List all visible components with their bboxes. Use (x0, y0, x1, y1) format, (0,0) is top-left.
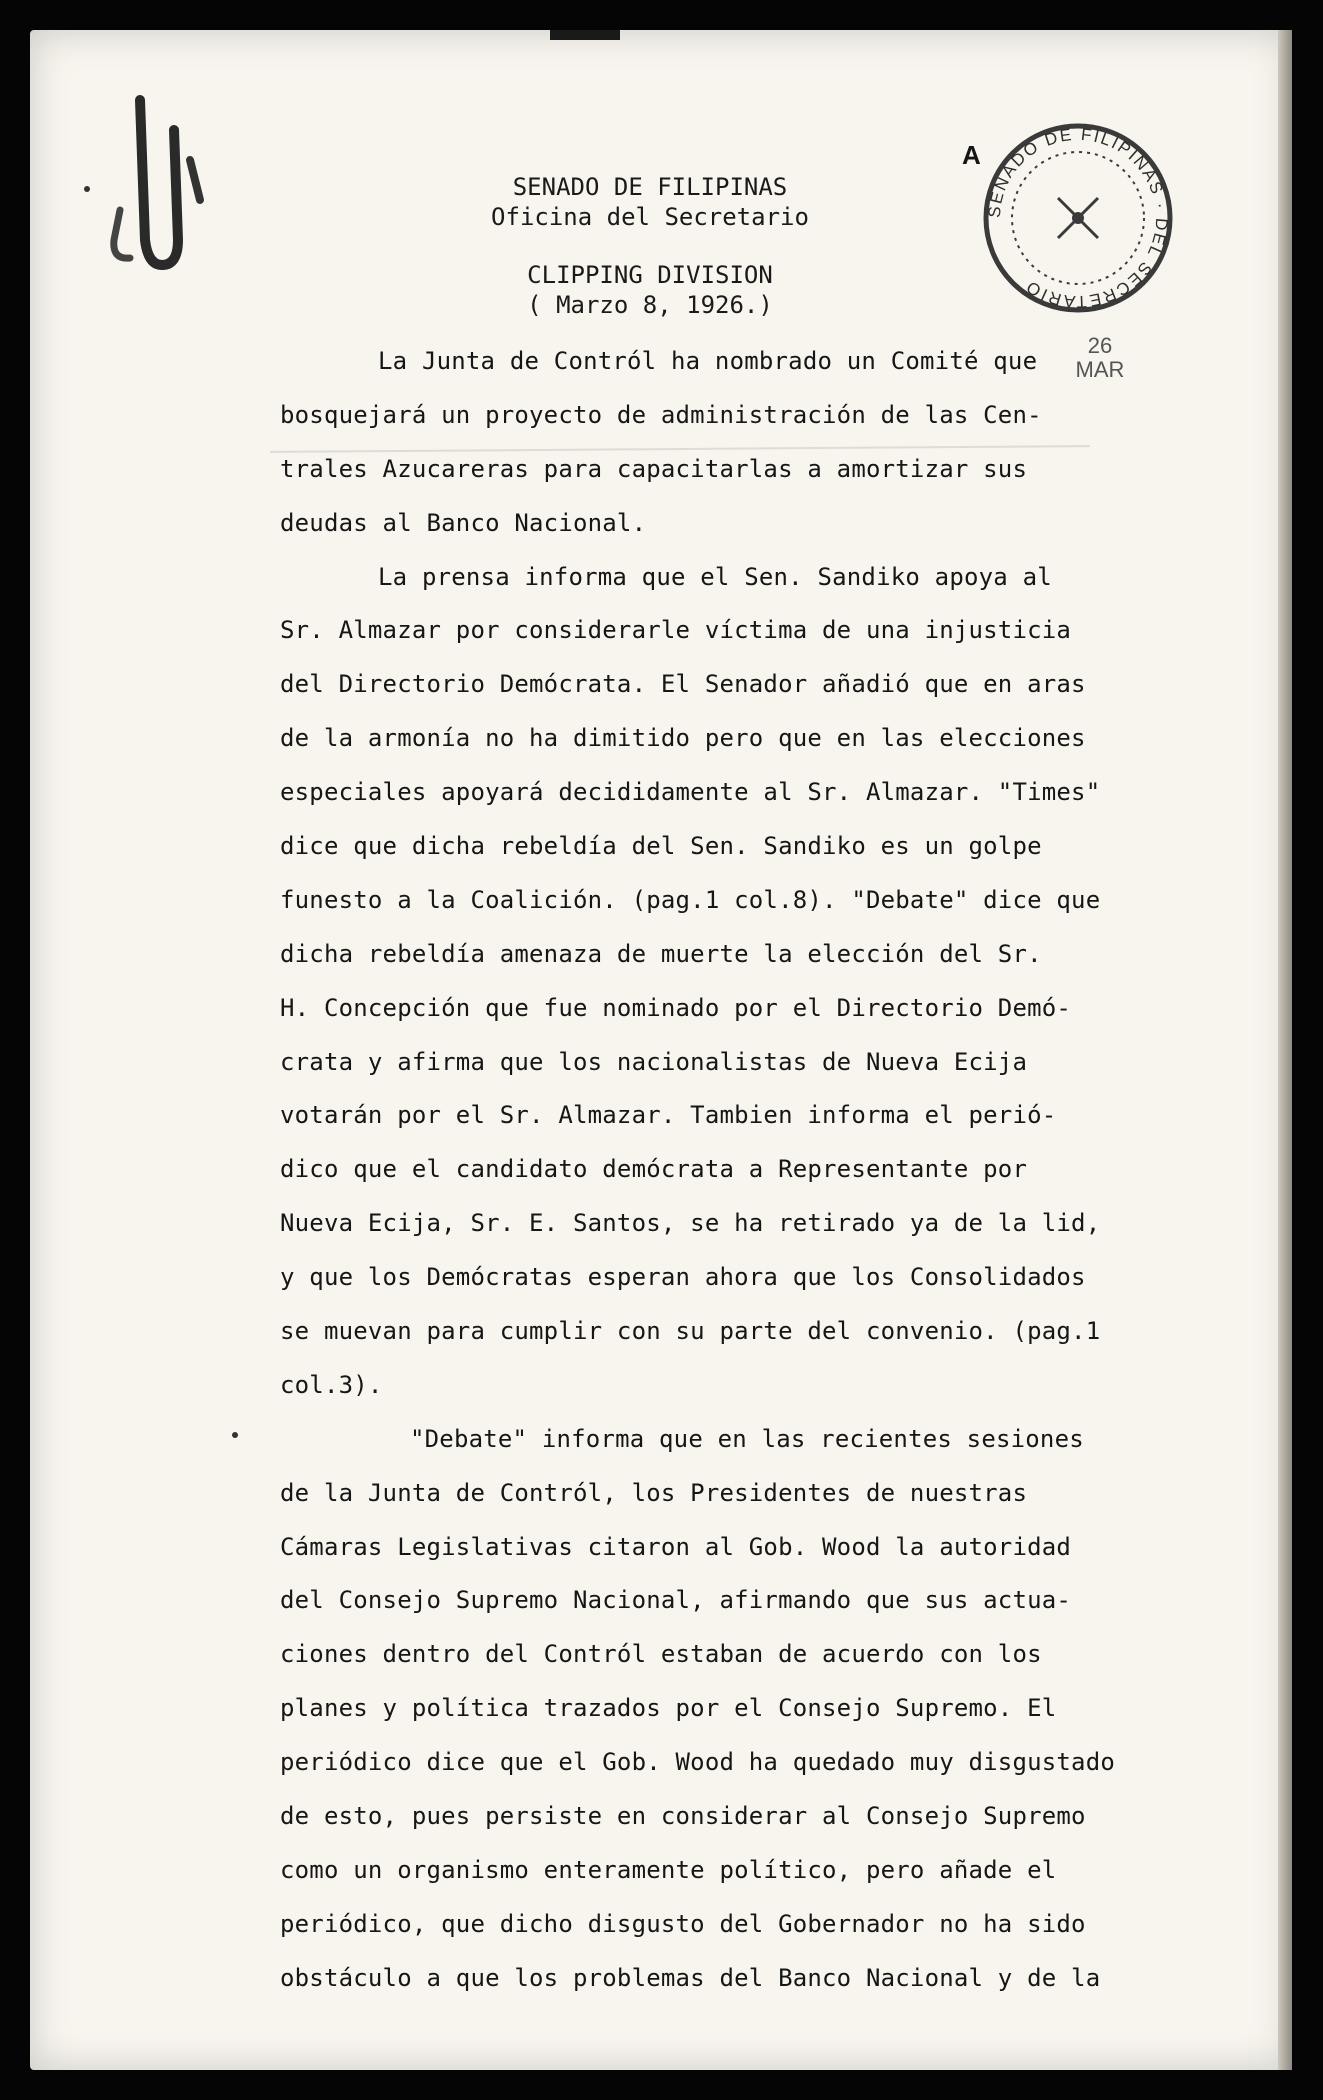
stamp-received-date: 26 MAR (1075, 333, 1125, 382)
text-line: periódico, que dicho disgusto del Gobernador no ha sido (280, 1909, 1086, 1938)
margin-dot (232, 1432, 238, 1438)
text-line: Cámaras Legislativas citaron al Gob. Wood la autoridad (280, 1532, 1072, 1561)
text-line: La prensa informa que el Sen. Sandiko apoya al (378, 562, 1052, 591)
text-line: bosquejará un proyecto de administración de las Cen- (280, 400, 1042, 429)
paragraph-2 (280, 551, 1180, 1413)
text-line: dice que dicha rebeldía del Sen. Sandiko es un golpe (280, 832, 1042, 861)
text-line: dico que el candidato demócrata a Representante por (280, 1155, 1028, 1184)
paragraph-1 (280, 335, 1180, 551)
text-line: Nueva Ecija, Sr. E. Santos, se ha retirado ya de la lid, (280, 1209, 1101, 1238)
senate-title: SENADO DE FILIPINAS (512, 173, 788, 201)
text-line: ciones dentro del Contról estaban de acuerdo con los (280, 1640, 1042, 1669)
margin-dot (84, 186, 90, 192)
text-line: La Junta de Contról ha nombrado un Comité que (378, 347, 1038, 375)
document-body (280, 335, 1180, 2006)
text-line: votarán por el Sr. Almazar. Tambien informa el perió- (280, 1101, 1057, 1130)
stamp-letter: A (962, 140, 981, 170)
text-line: deudas al Banco Nacional. (280, 508, 647, 537)
text-line: trales Azucareras para capacitarlas a amortizar sus (280, 454, 1028, 483)
document-date: ( Marzo 8, 1926.) (527, 291, 773, 319)
text-line: y que los Demócratas esperan ahora que los Consolidados (280, 1263, 1086, 1292)
paper-clip-mark (100, 90, 215, 280)
document-header (400, 172, 900, 320)
text-line: Sr. Almazar por considerarle víctima de una injusticia (280, 616, 1072, 645)
text-line: del Directorio Demócrata. El Senador añadió que en aras (280, 670, 1086, 699)
text-line: se muevan para cumplir con su parte del convenio. (pag.1 (280, 1317, 1101, 1346)
text-line: de la Junta de Contról, los Presidentes de nuestras (280, 1478, 1028, 1507)
text-line: funesto a la Coalición. (pag.1 col.8). "Debate" dice que (280, 885, 1101, 914)
text-line: planes y política trazados por el Consejo Supremo. El (280, 1694, 1057, 1723)
text-line: dicha rebeldía amenaza de muerte la elección del Sr. (280, 939, 1042, 968)
text-line: de esto, pues persiste en considerar al Consejo Supremo (280, 1802, 1086, 1831)
text-line: obstáculo a que los problemas del Banco Nacional y de la (280, 1963, 1101, 1992)
stamp-ring-text: SENADO DE FILIPINAS · DEL SECRETARIO (984, 124, 1172, 312)
office-subtitle: Oficina del Secretario (491, 203, 809, 231)
page-edge (1278, 30, 1292, 2070)
text-line: H. Concepción que fue nominado por el Directorio Demó- (280, 993, 1072, 1022)
text-line: "Debate" informa que en las recientes sesiones (410, 1424, 1084, 1453)
text-line: como un organismo enteramente político, pero añade el (280, 1855, 1057, 1884)
division-title: CLIPPING DIVISION (527, 261, 773, 289)
senate-seal-stamp (978, 118, 1178, 318)
text-line: col.3). (280, 1370, 383, 1399)
text-line: crata y afirma que los nacionalistas de Nueva Ecija (280, 1047, 1028, 1076)
paragraph-3 (280, 1413, 1180, 2006)
top-edge-mark (550, 30, 620, 40)
text-line: del Consejo Supremo Nacional, afirmando que sus actua- (280, 1586, 1072, 1615)
text-line: especiales apoyará decididamente al Sr. Almazar. "Times" (280, 778, 1101, 807)
text-line: periódico dice que el Gob. Wood ha quedado muy disgustado (280, 1748, 1116, 1777)
text-line: de la armonía no ha dimitido pero que en las elecciones (280, 724, 1086, 753)
